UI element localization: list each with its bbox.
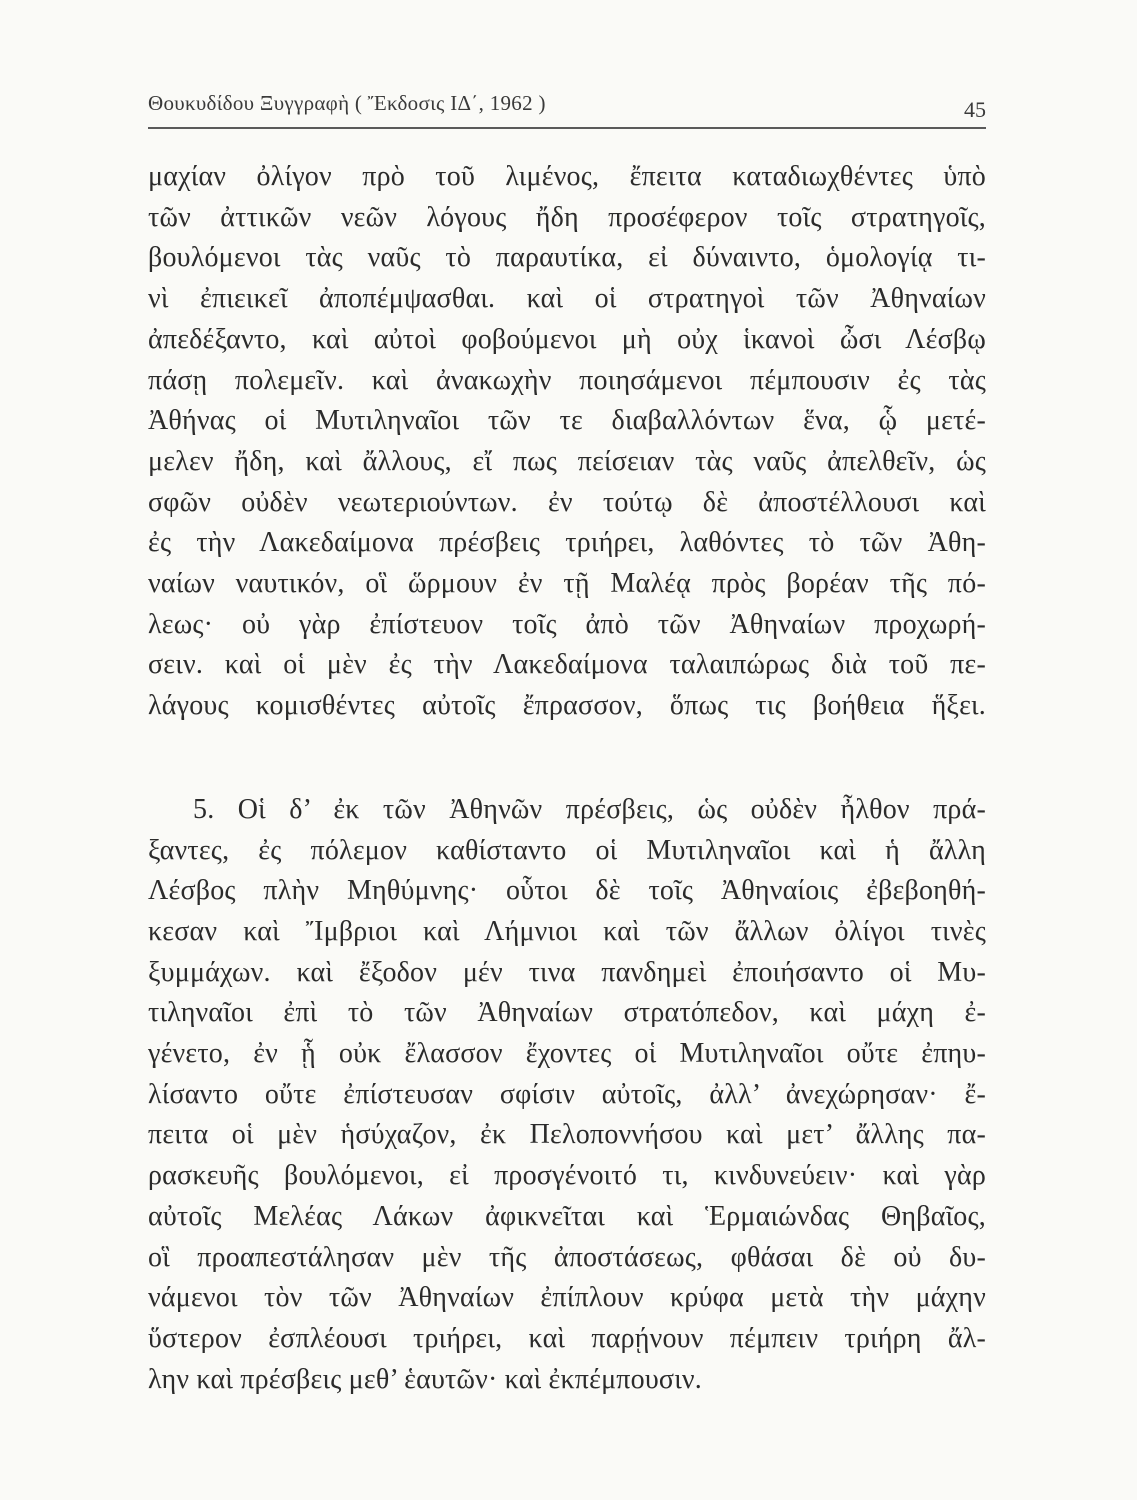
text-line: ξαντες, ἐς πόλεμον καθίσταντο οἱ Μυτιληναῖοι καὶ ἡ ἄλλη — [148, 834, 986, 866]
text-line: λάγους κομισθέντες αὐτοῖς ἔπρασσον, ὅπως τις βοήθεια ἥξει. — [148, 690, 986, 722]
paragraph — [148, 157, 986, 727]
text-line: ὕστερον ἐσπλέουσι τριήρει, καὶ παρῄνουν πέμπειν τριήρη ἄλ- — [148, 1322, 986, 1354]
text-line: κεσαν καὶ Ἴμβριοι καὶ Λήμνιοι καὶ τῶν ἄλλων ὀλίγοι τινὲς — [148, 915, 986, 947]
text-line: μαχίαν ὀλίγον πρὸ τοῦ λιμένος, ἔπειτα καταδιωχθέντες ὑπὸ — [148, 161, 986, 192]
text-line: γένετο, ἐν ᾗ οὐκ ἔλασσον ἔχοντες οἱ Μυτιληναῖοι οὔτε ἐπηυ- — [148, 1038, 986, 1070]
text-line: βουλόμενοι τὰς ναῦς τὸ παραυτίκα, εἰ δύναιντο, ὁμολογίᾳ τι- — [148, 242, 986, 274]
paragraph — [148, 790, 986, 1401]
text-line: πάσῃ πολεμεῖν. καὶ ἀνακωχὴν ποιησάμενοι πέμπουσιν ἐς τὰς — [148, 364, 986, 396]
text-line: 5. Οἱ δ’ ἐκ τῶν Ἀθηνῶν πρέσβεις, ὡς οὐδὲν ἦλθον πρά- — [193, 793, 986, 825]
text-line: λεως· οὐ γὰρ ἐπίστευον τοῖς ἀπὸ τῶν Ἀθηναίων προχωρή- — [148, 608, 986, 640]
header-rule — [148, 127, 986, 129]
text-line: Ἀθήνας οἱ Μυτιληναῖοι τῶν τε διαβαλλόντων ἕνα, ᾧ μετέ- — [148, 405, 986, 437]
text-line: ναίων ναυτικόν, οἳ ὥρμουν ἐν τῇ Μαλέᾳ πρὸς βορέαν τῆς πό- — [148, 568, 986, 600]
text-line: ρασκευῆς βουλόμενοι, εἰ προσγένοιτό τι, κινδυνεύειν· καὶ γὰρ — [148, 1160, 986, 1192]
text-line: ἐς τὴν Λακεδαίμονα πρέσβεις τριήρει, λαθόντες τὸ τῶν Ἀθη- — [148, 527, 986, 559]
text-line: λίσαντο οὔτε ἐπίστευσαν σφίσιν αὐτοῖς, ἀλλ’ ἀνεχώρησαν· ἔ- — [148, 1078, 986, 1110]
text-line: αὐτοῖς Μελέας Λάκων ἀφικνεῖται καὶ Ἑρμαιώνδας Θηβαῖος, — [148, 1200, 986, 1232]
text-line: λην καὶ πρέσβεις μεθ’ ἑαυτῶν· καὶ ἐκπέμπουσιν. — [148, 1363, 702, 1395]
text-line: Λέσβος πλὴν Μηθύμνης· οὗτοι δὲ τοῖς Ἀθηναίοις ἐβεβοηθή- — [148, 875, 986, 907]
text-line: σειν. καὶ οἱ μὲν ἐς τὴν Λακεδαίμονα ταλαιπώρως διὰ τοῦ πε- — [148, 649, 986, 681]
running-title: Θουκυδίδου Ξυγγραφὴ ( Ἔκδοσις ΙΔ΄, 1962 ) — [148, 91, 546, 115]
page-number: 45 — [964, 97, 986, 122]
text-line: τῶν ἀττικῶν νεῶν λόγους ἤδη προσέφερον τοῖς στρατηγοῖς, — [148, 201, 986, 233]
text-line: νάμενοι τὸν τῶν Ἀθηναίων ἐπίπλουν κρύφα μετὰ τὴν μάχην — [148, 1282, 986, 1314]
text-line: νὶ ἐπιεικεῖ ἀποπέμψασθαι. καὶ οἱ στρατηγοὶ τῶν Ἀθηναίων — [148, 283, 986, 315]
text-line: ἀπεδέξαντο, καὶ αὐτοὶ φοβούμενοι μὴ οὐχ ἱκανοὶ ὦσι Λέσβῳ — [148, 323, 986, 355]
text-line: μελεν ἤδη, καὶ ἄλλους, εἴ πως πείσειαν τὰς ναῦς ἀπελθεῖν, ὡς — [148, 445, 986, 477]
text-line: οἳ προαπεστάλησαν μὲν τῆς ἀποστάσεως, φθάσαι δὲ οὐ δυ- — [148, 1241, 986, 1273]
text-line: τιληναῖοι ἐπὶ τὸ τῶν Ἀθηναίων στρατόπεδον, καὶ μάχη ἐ- — [148, 997, 986, 1029]
text-body — [148, 157, 986, 1400]
text-line: πειτα οἱ μὲν ἡσύχαζον, ἐκ Πελοποννήσου καὶ μετ’ ἄλλης πα- — [148, 1119, 986, 1151]
text-line: ξυμμάχων. καὶ ἔξοδον μέν τινα πανδημεὶ ἐποιήσαντο οἱ Μυ- — [148, 956, 986, 988]
text-line: σφῶν οὐδὲν νεωτεριούντων. ἐν τούτῳ δὲ ἀποστέλλουσι καὶ — [148, 486, 986, 518]
